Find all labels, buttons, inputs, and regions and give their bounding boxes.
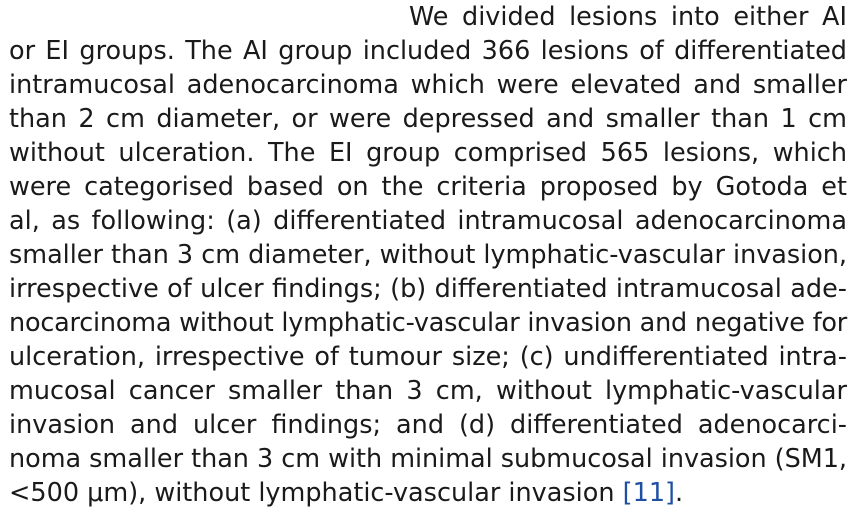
text-line: or EI groups. The AI group included 366 lesions of differentiated bbox=[9, 36, 847, 66]
text-line: irrespective of ulcer findings; (b) differentiated intramucosal ade- bbox=[9, 274, 847, 304]
text-line-content: <500 μm), without lymphatic-vascular invasion bbox=[9, 478, 623, 508]
sentence-end-period: . bbox=[675, 478, 684, 508]
text-line: invasion and ulcer findings; and (d) differentiated adenocarci- bbox=[9, 410, 847, 440]
text-line: smaller than 3 cm diameter, without lymphatic-vascular invasion, bbox=[9, 240, 847, 270]
text-line: without ulceration. The EI group comprised 565 lesions, which bbox=[9, 138, 847, 168]
citation-link[interactable]: [11] bbox=[622, 478, 675, 508]
text-line-last bbox=[9, 476, 847, 510]
text-line: were categorised based on the criteria proposed by Gotoda et bbox=[9, 172, 847, 202]
text-line: noma smaller than 3 cm with minimal submucosal invasion (SM1, bbox=[9, 444, 847, 474]
text-line: nocarcinoma without lymphatic-vascular invasion and negative for bbox=[9, 308, 847, 338]
text-line: mucosal cancer smaller than 3 cm, without lymphatic-vascular bbox=[9, 376, 847, 406]
text-line: intramucosal adenocarcinoma which were elevated and smaller bbox=[9, 70, 847, 100]
text-line: than 2 cm diameter, or were depressed and smaller than 1 cm bbox=[9, 104, 847, 134]
text-line: al, as following: (a) differentiated intramucosal adenocarcinoma bbox=[9, 206, 847, 236]
text-line: We divided lesions into either AI bbox=[409, 2, 847, 32]
text-line: ulceration, irrespective of tumour size; (c) undifferentiated intra- bbox=[9, 342, 847, 372]
